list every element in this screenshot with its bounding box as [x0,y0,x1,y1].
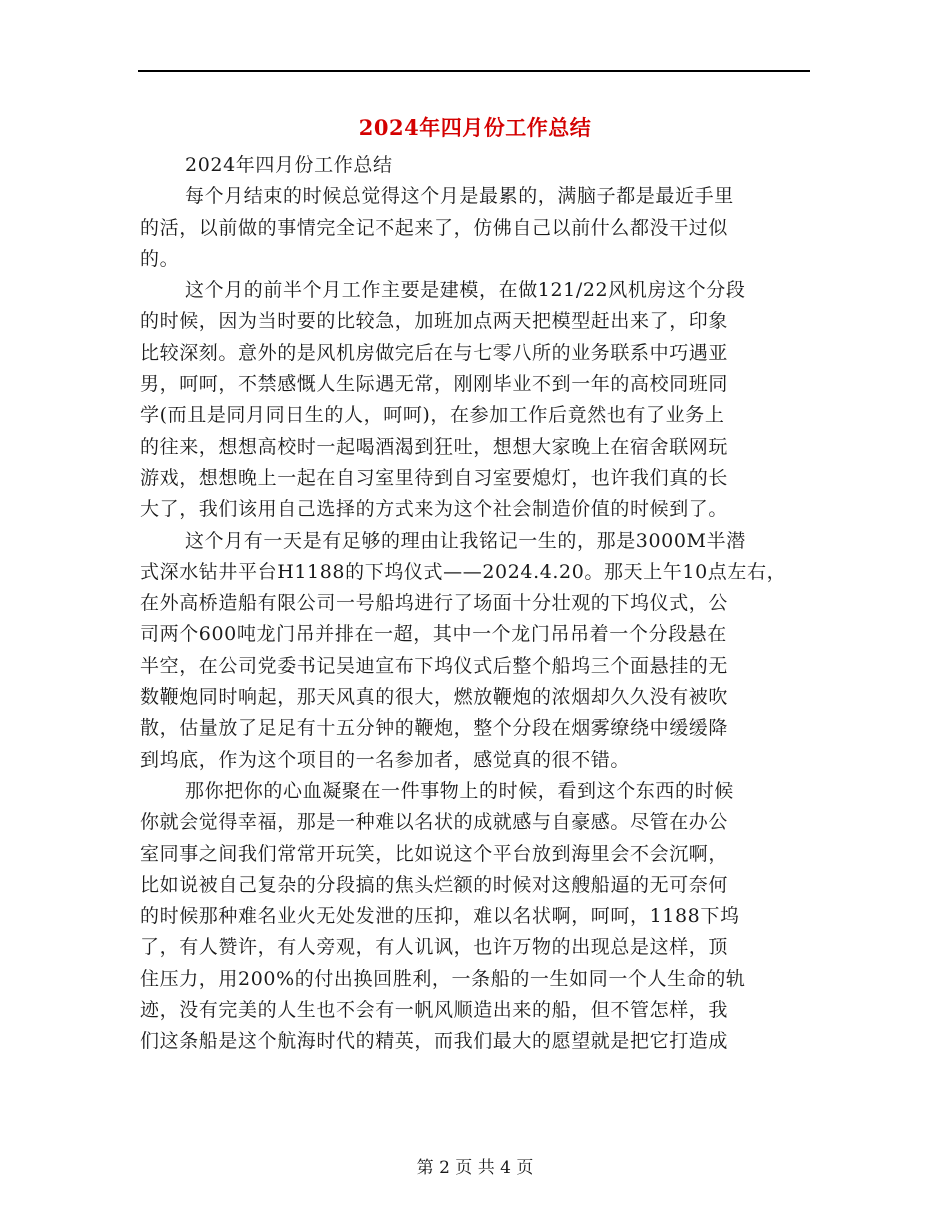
text-line: 学(而且是同月同日生的人，呵呵)，在参加工作后竟然也有了业务上 [140,404,725,427]
text-line: 迹，没有完美的人生也不会有一帆风顺造出来的船，但不管怎样，我 [140,999,729,1022]
text-line: 比较深刻。意外的是风机房做完后在与七零八所的业务联系中巧遇亚 [140,341,729,364]
text-line: 在外高桥造船有限公司一号船坞进行了场面十分壮观的下坞仪式，公 [140,592,729,615]
text-line: 比如说被自己复杂的分段搞的焦头烂额的时候对这艘船逼的无可奈何 [140,873,729,896]
text-line: 大了，我们该用自己选择的方式来为这个社会制造价值的时候到了。 [140,498,729,521]
text-line: 室同事之间我们常常开玩笑，比如说这个平台放到海里会不会沉啊， [140,842,729,865]
text-line: 的往来，想想高校时一起喝酒渴到狂吐，想想大家晚上在宿舍联网玩 [140,435,729,458]
text-line: 的时候，因为当时要的比较急，加班加点两天把模型赶出来了，印象 [140,310,729,333]
text-line: 散，估量放了足足有十五分钟的鞭炮，整个分段在烟雾缭绕中缓缓降 [140,717,729,740]
text-line: 的时候那种难名业火无处发泄的压抑，难以名状啊，呵呵，1188下坞 [140,905,740,928]
page-number-footer: 第 2 页 共 4 页 [416,1158,534,1178]
text-line: 住压力，用200%的付出换回胜利，一条船的一生如同一个人生命的轨 [140,967,746,990]
text-line: 这个月有一天是有足够的理由让我铭记一生的，那是3000M半潜 [185,529,746,552]
text-line-subtitle: 2024年四月份工作总结 [185,154,393,176]
text-line: 男，呵呵，不禁感慨人生际遇无常，刚刚毕业不到一年的高校同班同 [140,373,729,396]
text-line: 的活，以前做的事情完全记不起来了，仿佛自己以前什么都没干过似 [140,216,729,239]
text-line: 游戏，想想晚上一起在自习室里待到自习室要熄灯，也许我们真的长 [140,466,729,489]
document-body [140,150,830,1058]
text-line: 数鞭炮同时响起，那天风真的很大，燃放鞭炮的浓烟却久久没有被吹 [140,686,729,709]
text-line: 这个月的前半个月工作主要是建模，在做121/22风机房这个分段 [185,279,746,302]
text-line: 的。 [140,247,180,270]
document-title: 2024年四月份工作总结 [358,115,592,140]
text-line: 那你把你的心血凝聚在一件事物上的时候，看到这个东西的时候 [185,779,734,802]
text-line: 式深水钻井平台H1188的下坞仪式——2024.4.20。那天上午10点左右， [140,560,787,583]
text-line: 每个月结束的时候总觉得这个月是最累的，满脑子都是最近手里 [185,185,734,208]
text-line: 你就会觉得幸福，那是一种难以名状的成就感与自豪感。尽管在办公 [140,811,729,834]
header-rule [138,70,810,72]
text-line: 到坞底，作为这个项目的一名参加者，感觉真的很不错。 [140,748,631,771]
text-line: 司两个600吨龙门吊并排在一超，其中一个龙门吊吊着一个分段悬在 [140,623,727,646]
text-line: 半空，在公司党委书记吴迪宣布下坞仪式后整个船坞三个面悬挂的无 [140,654,729,677]
text-line: 了，有人赞许，有人旁观，有人讥讽，也许万物的出现总是这样，顶 [140,936,729,959]
text-line: 们这条船是这个航海时代的精英，而我们最大的愿望就是把它打造成 [140,1030,729,1053]
